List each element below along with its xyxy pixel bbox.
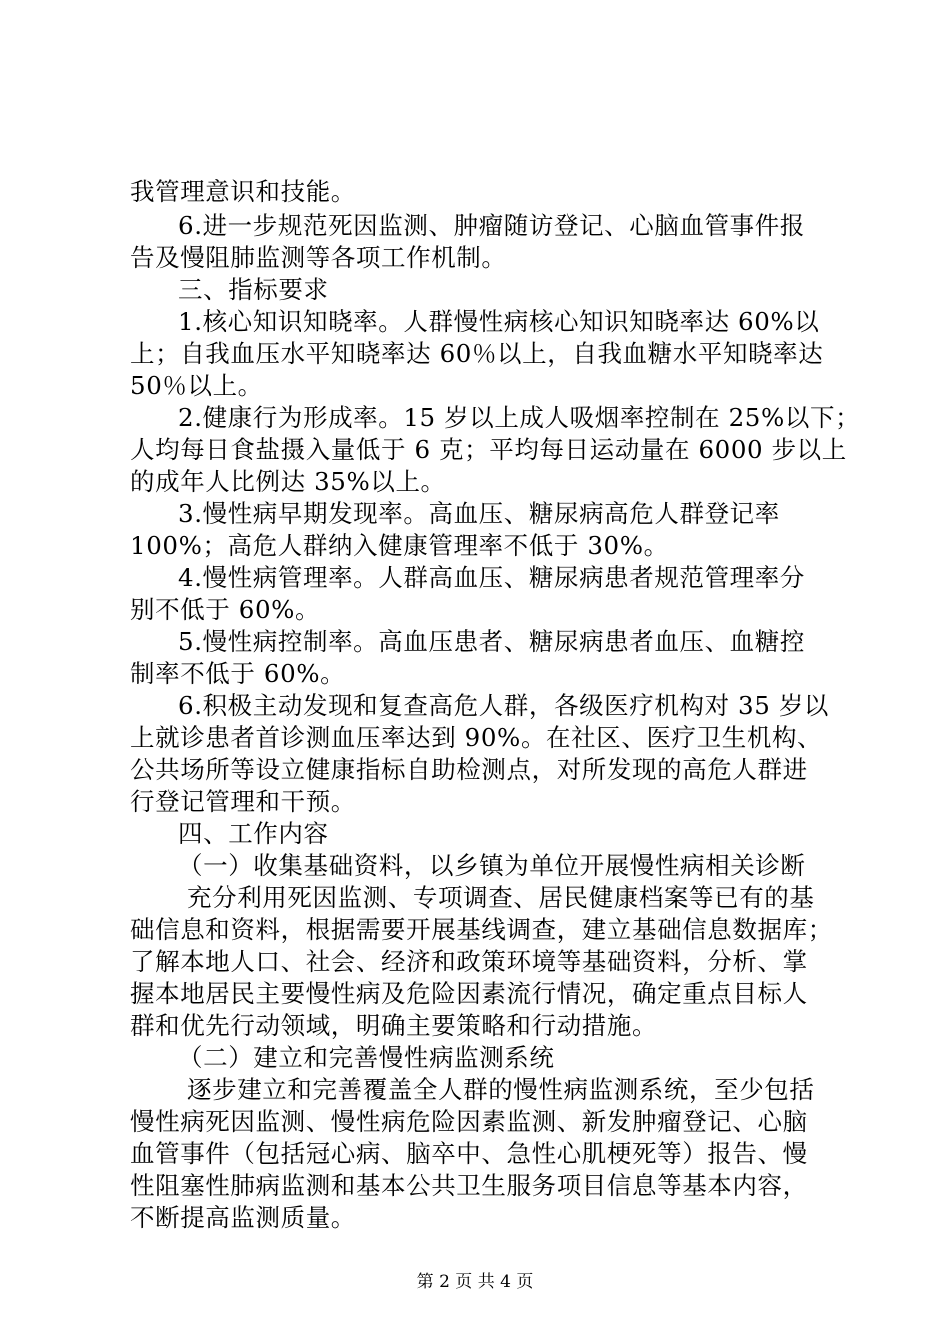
text-line: 6.积极主动发现和复查高危人群，各级医疗机构对 35 岁以 — [178, 691, 830, 720]
section-heading: 四、工作内容 — [178, 819, 329, 848]
text-line: 我管理意识和技能。 — [130, 177, 356, 206]
section-heading: 三、指标要求 — [178, 275, 329, 304]
text-line: 100%；高危人群纳入健康管理率不低于 30%。 — [130, 531, 669, 560]
text-line: 制率不低于 60%。 — [130, 659, 346, 688]
text-line: 2.健康行为形成率。15 岁以上成人吸烟率控制在 25%以下； — [178, 403, 861, 432]
text-line: 慢性病死因监测、慢性病危险因素监测、新发肿瘤登记、心脑 — [130, 1107, 808, 1136]
subsection-heading: （一）收集基础资料，以乡镇为单位开展慢性病相关诊断 — [178, 851, 806, 880]
text-line: 握本地居民主要慢性病及危险因素流行情况，确定重点目标人 — [130, 979, 808, 1008]
text-line: 行登记管理和干预。 — [130, 787, 356, 816]
text-line: 人均每日食盐摄入量低于 6 克；平均每日运动量在 6000 步以上 — [130, 435, 847, 464]
text-line: 5.慢性病控制率。高血压患者、糖尿病患者血压、血糖控 — [178, 627, 805, 656]
text-line: 别不低于 60%。 — [130, 595, 321, 624]
text-line: 充分利用死因监测、专项调查、居民健康档案等已有的基 — [187, 883, 815, 912]
text-line: 1.核心知识知晓率。人群慢性病核心知识知晓率达 60%以 — [178, 307, 820, 336]
text-line: 告及慢阻肺监测等各项工作机制。 — [130, 243, 507, 272]
text-line: 50％以上。 — [130, 371, 263, 400]
text-line: 础信息和资料，根据需要开展基线调查，建立基础信息数据库； — [130, 915, 833, 944]
text-line: 3.慢性病早期发现率。高血压、糖尿病高危人群登记率 — [178, 499, 780, 528]
text-line: 血管事件（包括冠心病、脑卒中、急性心肌梗死等）报告、慢 — [130, 1139, 808, 1168]
text-line: 不断提高监测质量。 — [130, 1203, 356, 1232]
text-line: 上就诊患者首诊测血压率达到 90%。在社区、医疗卫生机构、 — [130, 723, 823, 752]
text-line: 性阻塞性肺病监测和基本公共卫生服务项目信息等基本内容， — [130, 1171, 808, 1200]
text-line: 6.进一步规范死因监测、肿瘤随访登记、心脑血管事件报 — [178, 211, 805, 240]
text-line: 公共场所等设立健康指标自助检测点，对所发现的高危人群进 — [130, 755, 808, 784]
text-line: 上；自我血压水平知晓率达 60％以上，自我血糖水平知晓率达 — [130, 339, 824, 368]
text-line: 逐步建立和完善覆盖全人群的慢性病监测系统，至少包括 — [187, 1075, 815, 1104]
page-footer: 第 2 页 共 4 页 — [416, 1272, 534, 1292]
subsection-heading: （二）建立和完善慢性病监测系统 — [178, 1043, 555, 1072]
text-line: 了解本地人口、社会、经济和政策环境等基础资料，分析、掌 — [130, 947, 808, 976]
text-line: 的成年人比例达 35%以上。 — [130, 467, 446, 496]
text-line: 群和优先行动领域，明确主要策略和行动措施。 — [130, 1011, 658, 1040]
text-line: 4.慢性病管理率。人群高血压、糖尿病患者规范管理率分 — [178, 563, 805, 592]
